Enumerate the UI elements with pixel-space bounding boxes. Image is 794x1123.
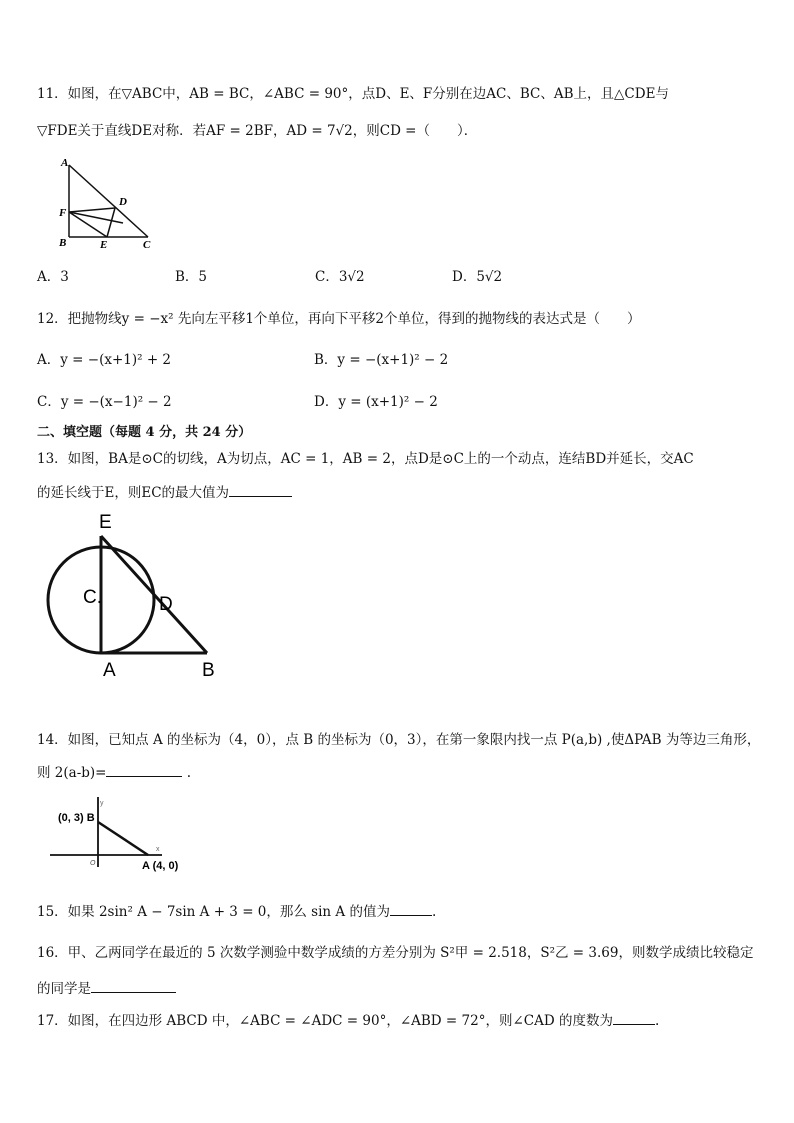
q12-stem: 12．把抛物线y = −x² 先向左平移1个单位，再向下平移2个单位，得到的抛物线的表达式是（ ） xyxy=(37,311,641,327)
q15-answer-blank xyxy=(390,903,432,916)
q14-line1: 14．如图，已知点 A 的坐标为（4，0），点 B 的坐标为（0，3），在第一象限内找一点 P(a,b) ,使ΔPAB 为等边三角形， xyxy=(37,732,761,748)
q14-line2-wrap: 则 2(a-b)= . xyxy=(37,765,192,781)
q14-figure xyxy=(50,795,220,877)
q11-label-D: D xyxy=(119,196,127,208)
q11-option-d: D．5√2 xyxy=(452,269,503,285)
q14-label-A: A (4, 0) xyxy=(142,860,179,872)
q11-label-B: B xyxy=(59,237,67,249)
q15-text: 15．如果 2sin² A − 7sin A + 3 = 0，那么 sin A 的值为 xyxy=(37,904,390,920)
q13-line2-wrap xyxy=(37,481,292,501)
q13-answer-blank xyxy=(229,484,292,497)
q12-option-d: D．y = (x+1)² − 2 xyxy=(314,394,438,410)
q11-label-A: A xyxy=(61,157,69,169)
q16-line2-wrap xyxy=(37,977,176,997)
q12-option-a: A．y = −(x+1)² + 2 xyxy=(37,352,172,368)
q13-line1: 13．如图，BA是⊙C的切线，A为切点，AC = 1，AB = 2，点D是⊙C上的一个动点，连结BD并延长，交AC xyxy=(37,451,694,467)
q13-label-A: A xyxy=(103,660,116,681)
q17-wrap: 17．如图，在四边形 ABCD 中，∠ABC = ∠ADC = 90°，∠ABD = 72°，则∠CAD 的度数为 . xyxy=(37,1013,660,1029)
q14-label-x: x xyxy=(156,846,160,853)
q11-option-b: B．5 xyxy=(175,269,208,285)
q13-label-B: B xyxy=(202,660,215,681)
q12-option-c: C．y = −(x−1)² − 2 xyxy=(37,394,172,410)
q16-line1: 16．甲、乙两同学在最近的 5 次数学测验中数学成绩的方差分别为 S²甲 = 2.518，S²乙 = 3.69，则数学成绩比较稳定 xyxy=(37,945,754,961)
q13-line2: 的延长线于E，则EC的最大值为 xyxy=(37,485,230,501)
q11-option-c: C．3√2 xyxy=(315,269,365,285)
q14-label-y: y xyxy=(100,800,104,807)
q14-answer-blank xyxy=(106,764,182,777)
q11-line1: 11．如图，在▽ABC中，AB = BC，∠ABC = 90°，点D、E、F分别在边AC、BC、AB上，且△CDE与 xyxy=(37,86,669,102)
q11-option-a: A．3 xyxy=(37,269,69,285)
q14-label-B: (0, 3) B xyxy=(58,812,95,824)
q17-answer-blank xyxy=(613,1012,655,1025)
q14-line2: 则 2(a-b)= xyxy=(37,765,107,781)
q11-line2: ▽FDE关于直线DE对称．若AF = 2BF，AD = 7√2，则CD =（ ）． xyxy=(37,123,478,139)
section-title-fill-in: 二、填空题（每题 4 分，共 24 分） xyxy=(37,425,252,440)
q11-label-F: F xyxy=(59,207,67,219)
q15-wrap: 15．如果 2sin² A − 7sin A + 3 = 0，那么 sin A 的值为 . xyxy=(37,904,437,920)
q16-answer-blank xyxy=(91,980,176,993)
q17-text: 17．如图，在四边形 ABCD 中，∠ABC = ∠ADC = 90°，∠ABD = 72°，则∠CAD 的度数为 xyxy=(37,1013,613,1029)
q13-figure xyxy=(40,508,230,684)
q16-line2: 的同学是 xyxy=(37,981,91,997)
q13-label-D: D xyxy=(159,594,173,615)
q11-label-C: C xyxy=(143,239,151,251)
q11-label-E: E xyxy=(100,239,108,251)
q13-label-C: C. xyxy=(83,587,102,608)
q12-option-b: B．y = −(x+1)² − 2 xyxy=(314,352,449,368)
q14-label-O: O xyxy=(90,860,96,867)
q13-label-E: E xyxy=(99,512,112,533)
q11-figure xyxy=(55,155,165,253)
